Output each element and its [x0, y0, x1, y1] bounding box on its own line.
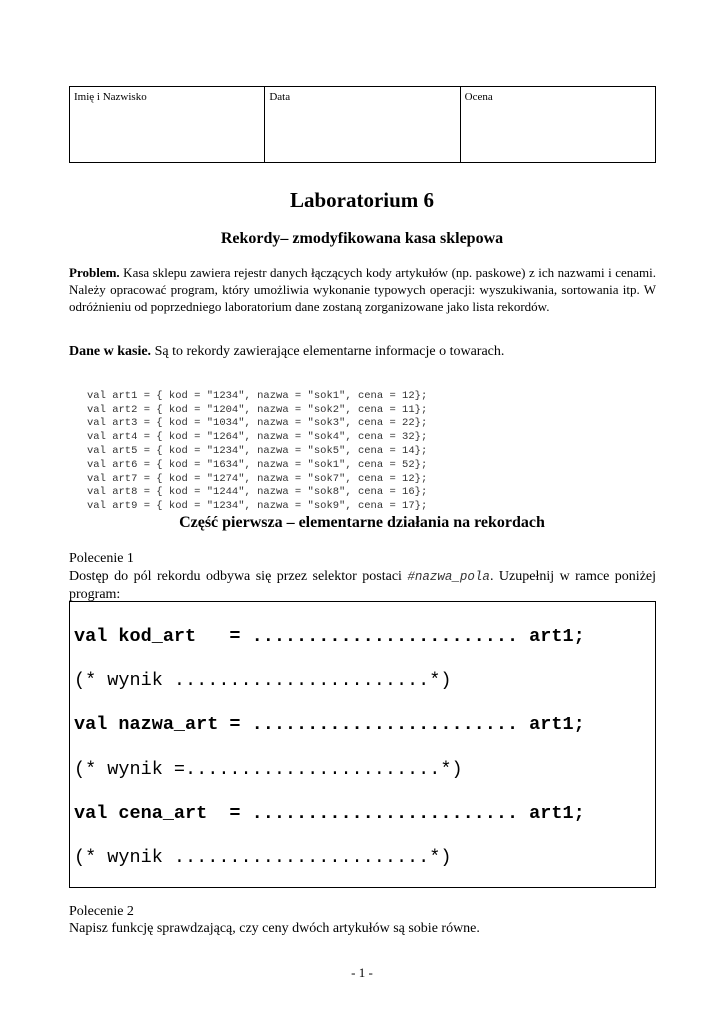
task1-text	[69, 568, 656, 603]
section-heading: Część pierwsza – elementarne działania na rekordach	[179, 514, 545, 531]
date-label: Data	[269, 91, 291, 103]
page-number: - 1 -	[351, 965, 373, 980]
code-line: val art8 = { kod = "1244", nazwa = "sok8", cena = 16};	[87, 486, 428, 499]
task1-code: #nazwa_pola	[407, 570, 490, 584]
problem-label: Problem.	[69, 265, 120, 280]
exercise-line-cena: val cena_art = ........................ art1;	[74, 803, 585, 824]
problem-text: Kasa sklepu zawiera rejestr danych łączących kody artykułów (np. paskowe) z ich nazwami i cenami. Należy opracować program, który umożliwia wykonanie typowych operacji: wyszukiwania, sortowania itp. W odróżnieniu od poprzedniego laboratorium dane zostaną zorganizowane jako lista rekordów.	[69, 265, 656, 314]
date-cell	[265, 87, 460, 163]
name-cell	[70, 87, 265, 163]
page-subtitle: Rekordy– zmodyfikowana kasa sklepowa	[220, 230, 504, 247]
task1-text-after: . Uzupełnij w ramce poniżej program:	[69, 569, 657, 602]
code-line: val art5 = { kod = "1234", nazwa = "sok5", cena = 14};	[87, 444, 428, 457]
problem-paragraph	[69, 264, 656, 315]
grade-label: Ocena	[464, 91, 493, 103]
data-intro-label: Dane w kasie.	[69, 344, 152, 359]
code-line: val art7 = { kod = "1274", nazwa = "sok7", cena = 12};	[87, 472, 428, 485]
code-line: val art9 = { kod = "1234", nazwa = "sok9", cena = 17};	[87, 500, 428, 513]
page-title: Laboratorium 6	[289, 188, 435, 212]
exercise-line-kod: val kod_art = ........................ art1;	[74, 626, 585, 647]
exercise-line-nazwa: val nazwa_art = ........................ art1;	[74, 714, 585, 735]
code-line: val art1 = { kod = "1234", nazwa = "sok1", cena = 12};	[87, 389, 428, 402]
code-line: val art2 = { kod = "1204", nazwa = "sok2", cena = 11};	[87, 403, 428, 416]
code-line: val art6 = { kod = "1634", nazwa = "sok1", cena = 52};	[87, 458, 428, 471]
code-line: val art3 = { kod = "1034", nazwa = "sok3", cena = 22};	[87, 417, 428, 430]
code-line: val art4 = { kod = "1264", nazwa = "sok4", cena = 32};	[87, 431, 428, 444]
data-intro-paragraph	[69, 343, 656, 360]
exercise-box	[69, 601, 656, 888]
task2-label: Polecenie 2	[69, 904, 134, 919]
data-intro-text: Są to rekordy zawierające elementarne informacje o towarach.	[151, 344, 505, 359]
exercise-result-kod: (* wynik .......................*)	[74, 670, 452, 691]
code-listing	[87, 376, 427, 528]
exercise-result-nazwa: (* wynik =.......................*)	[74, 759, 463, 780]
task1-text-before: Dostęp do pól rekordu odbywa się przez selektor postaci	[69, 569, 408, 584]
header-table	[69, 86, 656, 163]
name-label: Imię i Nazwisko	[74, 91, 147, 103]
task2-text: Napisz funkcję sprawdzającą, czy ceny dwóch artykułów są sobie równe.	[69, 921, 480, 936]
exercise-result-cena: (* wynik .......................*)	[74, 847, 452, 868]
task1-label: Polecenie 1	[69, 551, 134, 566]
grade-cell	[460, 87, 655, 163]
